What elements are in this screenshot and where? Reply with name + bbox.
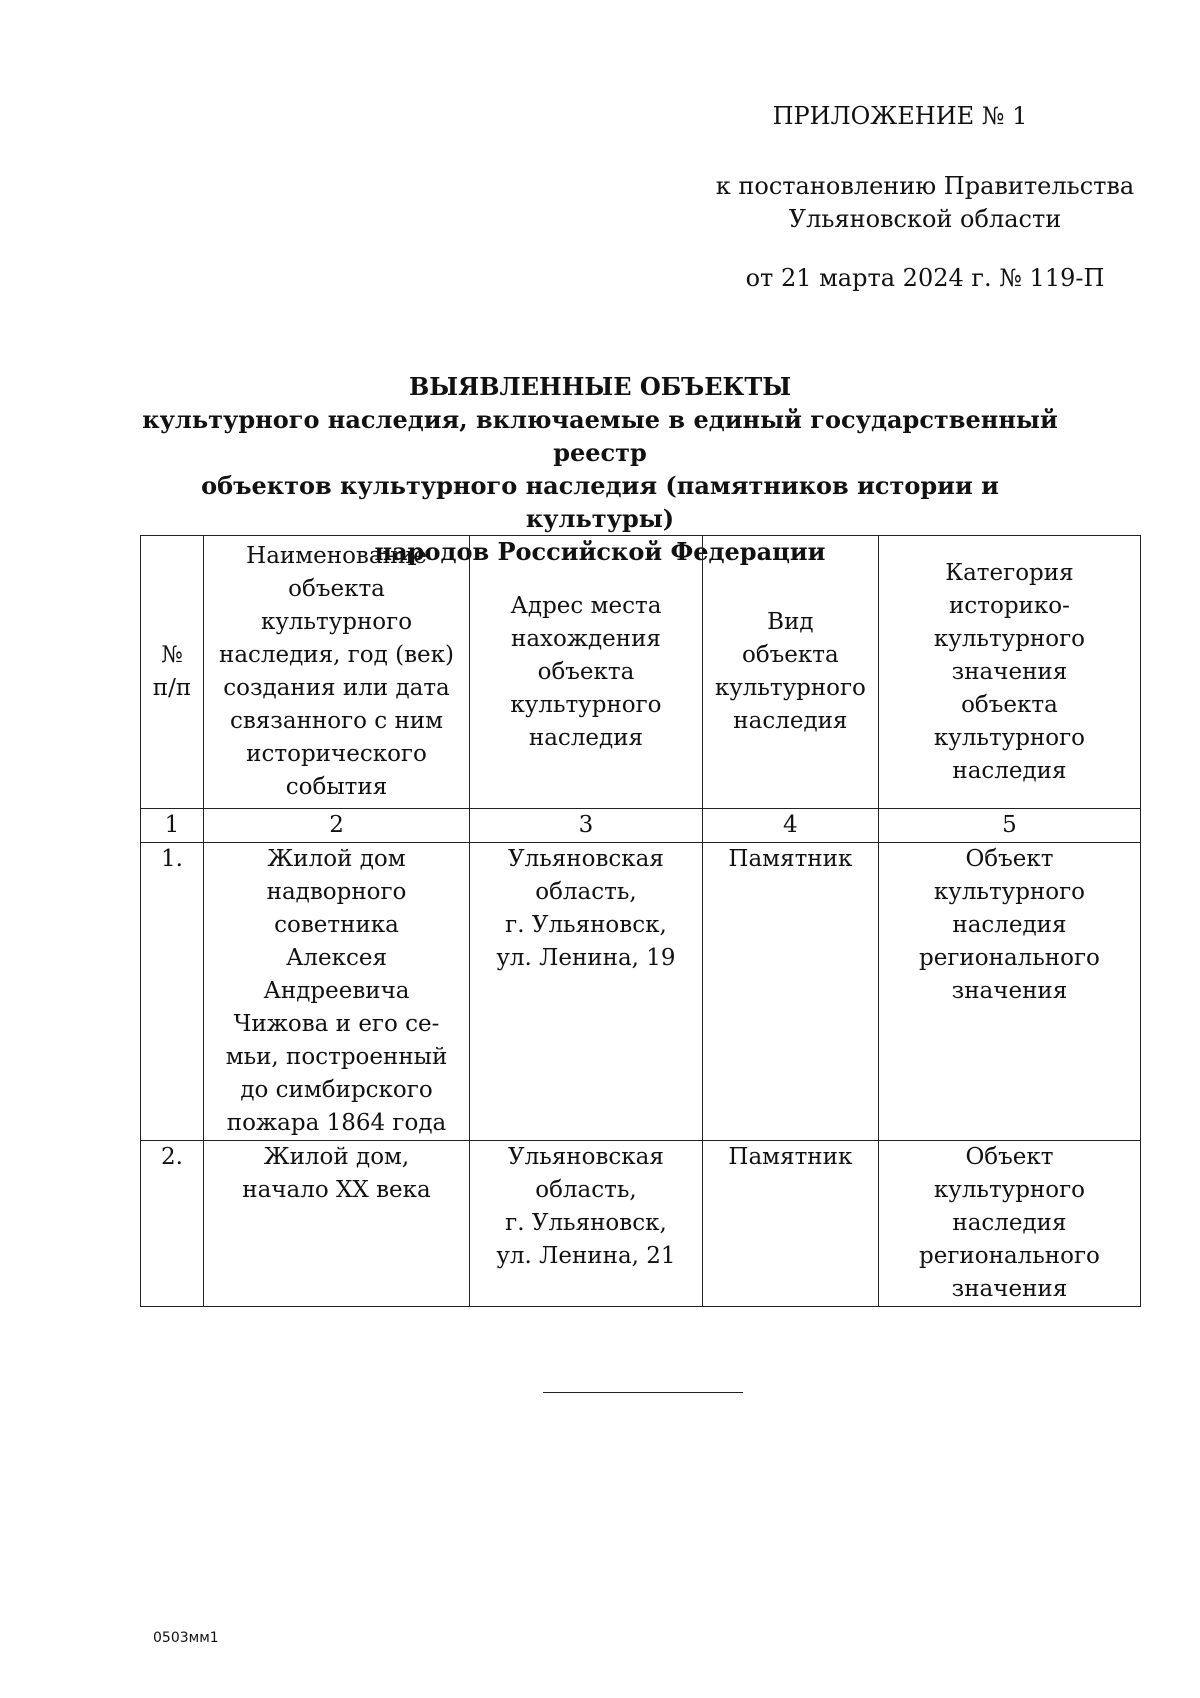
cell-line: Чижова и его се- (233, 1011, 440, 1037)
cell-line: наследия (952, 757, 1067, 784)
heading-line-2: культурного наследия, включаемые в единый государственный реестр (142, 405, 1058, 467)
object-type: Памятник (702, 1141, 878, 1307)
cell-line: Ульяновская (508, 1144, 664, 1170)
cell-line: наследия (528, 724, 644, 751)
cell-line: культурного (933, 724, 1086, 751)
cell-line: Категория (945, 559, 1074, 586)
resolution-line-1: к постановлению Правительства (715, 172, 1135, 200)
cell-line: пожара 1864 года (226, 1110, 447, 1136)
cell-line: объекта (741, 642, 839, 668)
cell-line: Жилой дом (267, 846, 406, 872)
table-row (141, 1141, 1141, 1307)
cell-line: Алексея (285, 945, 388, 971)
cell-line: № (161, 642, 183, 668)
column-number: 1 (141, 809, 204, 843)
cell-line: Адрес места (510, 592, 662, 619)
cell-line: культурного (933, 879, 1086, 905)
cell-line: объекта (537, 658, 635, 685)
table-row (141, 843, 1141, 1141)
cell-line: наследия (733, 708, 848, 734)
cell-line: объекта (288, 576, 385, 602)
cell-line: ул. Ленина, 19 (496, 945, 676, 971)
object-category (878, 1141, 1140, 1307)
heading-line-3: объектов культурного наследия (памятников истории и культуры) (201, 471, 999, 533)
cell-line: культурного (714, 675, 866, 701)
cell-line: область, (535, 879, 637, 905)
cell-line: наследия (952, 912, 1067, 938)
cell-line: Объект (965, 846, 1054, 872)
cell-line: значения (951, 1276, 1068, 1302)
cell-line: регионального (919, 945, 1100, 971)
cell-line: исторического (246, 741, 427, 767)
cell-line: п/п (152, 675, 192, 701)
cell-line: ул. Ленина, 21 (496, 1243, 676, 1269)
cell-line: культурного (933, 625, 1086, 652)
cell-line: регионального (919, 1243, 1100, 1269)
resolution-line-2: Ульяновской области (788, 205, 1062, 233)
cell-line: создания или дата (223, 675, 450, 701)
row-number: 1. (141, 843, 204, 1141)
object-type: Памятник (702, 843, 878, 1141)
header-type (702, 536, 878, 809)
column-numbers-row (141, 809, 1141, 843)
object-category (878, 843, 1140, 1141)
cell-line: Андреевича (263, 978, 410, 1004)
row-number: 2. (141, 1141, 204, 1307)
document-code: 0503мм1 (153, 1630, 219, 1646)
header-address (470, 536, 703, 809)
cell-line: г. Ульяновск, (505, 1210, 667, 1236)
cell-line: наследия, год (век) (218, 642, 455, 668)
table-header-row (141, 536, 1141, 809)
cell-line: связанного с ним (229, 708, 444, 734)
resolution-date: от 21 марта 2024 г. № 119-П (745, 264, 1105, 292)
resolution-reference (700, 170, 1150, 236)
object-address (470, 1141, 703, 1307)
cell-line: объекта (961, 691, 1058, 718)
cell-line: начало XX века (242, 1177, 431, 1203)
cell-line: г. Ульяновск, (505, 912, 667, 938)
column-number: 5 (878, 809, 1140, 843)
cell-line: советника (274, 912, 399, 938)
column-number: 4 (702, 809, 878, 843)
object-name (203, 843, 469, 1141)
cell-line: Объект (965, 1144, 1054, 1170)
cell-line: мьи, построенный (225, 1044, 448, 1070)
column-number: 3 (470, 809, 703, 843)
heritage-objects-table (140, 535, 1141, 1307)
header-name (203, 536, 469, 809)
cell-line: Вид (767, 609, 814, 635)
header-number (141, 536, 204, 809)
cell-line: значения (951, 978, 1068, 1004)
object-address (470, 843, 703, 1141)
cell-line: до симбирского (240, 1077, 433, 1103)
cell-line: значения (951, 658, 1068, 685)
appendix-title: ПРИЛОЖЕНИЕ № 1 (772, 102, 1028, 130)
cell-line: историко- (949, 592, 1070, 619)
cell-line: события (285, 774, 388, 800)
object-name (203, 1141, 469, 1307)
cell-line: культурного (933, 1177, 1086, 1203)
column-number: 2 (203, 809, 469, 843)
cell-line: Жилой дом, (263, 1144, 410, 1170)
cell-line: область, (535, 1177, 637, 1203)
cell-line: Ульяновская (508, 846, 664, 872)
cell-line: наследия (952, 1210, 1067, 1236)
cell-line: нахождения (510, 625, 661, 652)
header-category (878, 536, 1140, 809)
cell-line: надворного (266, 879, 407, 905)
end-divider (543, 1392, 743, 1393)
cell-line: культурного (260, 609, 413, 635)
heading-line-1: ВЫЯВЛЕННЫЕ ОБЪЕКТЫ (408, 372, 792, 401)
cell-line: культурного (510, 691, 662, 718)
cell-line: Наименование (246, 543, 427, 569)
heading-line-4: народов Российской Федерации (374, 537, 826, 566)
appendix-header (720, 100, 1140, 133)
